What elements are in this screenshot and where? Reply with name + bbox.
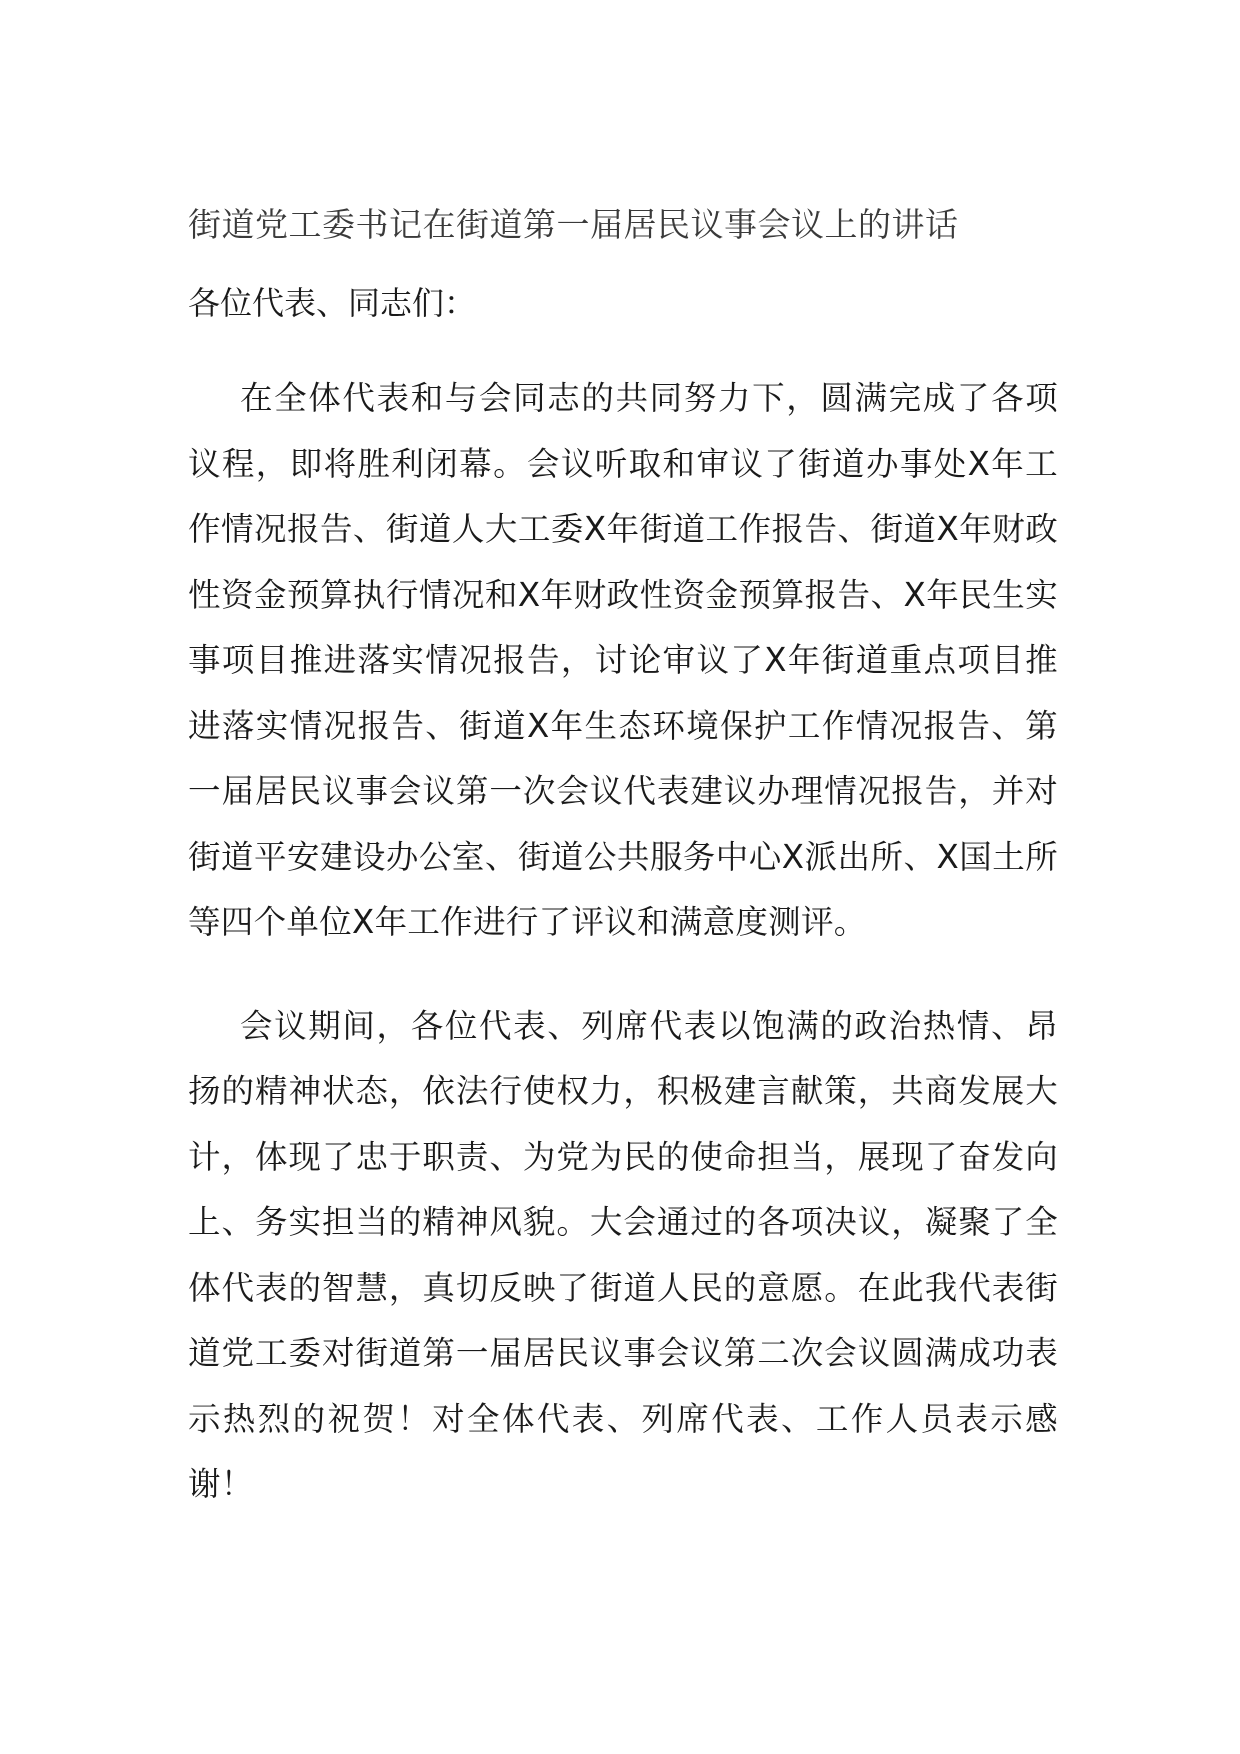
paragraph-1: 在全体代表和与会同志的共同努力下，圆满完成了各项议程，即将胜利闭幕。会议听取和审议了街道办事处X年工作情况报告、街道人大工委X年街道工作报告、街道X年财政性资金预算执行情况和X年财政性资金预算报告、X年民生实事项目推进落实情况报告，讨论审议了X年街道重点项目推进落实情况报告、街道X年生态环境保护工作情况报告、第一届居民议事会议第一次会议代表建议办理情况报告，并对街道平安建设办公室、街道公共服务中心X派出所、X国土所等四个单位X年工作进行了评议和满意度测评。	[188, 379, 1058, 941]
document-title: 街道党工委书记在街道第一届居民议事会议上的讲话	[188, 205, 959, 244]
paragraph-2: 会议期间，各位代表、列席代表以饱满的政治热情、昂扬的精神状态，依法行使权力，积极建言献策，共商发展大计，体现了忠于职责、为党为民的使命担当，展现了奋发向上、务实担当的精神风貌。大会通过的各项决议，凝聚了全体代表的智慧，真切反映了街道人民的意愿。在此我代表街道党工委对街道第一届居民议事会议第二次会议圆满成功表示热烈的祝贺！对全体代表、列席代表、工作人员表示感谢！	[188, 1006, 1058, 1503]
document-body	[188, 200, 1058, 1556]
salutation: 各位代表、同志们：	[188, 284, 477, 322]
